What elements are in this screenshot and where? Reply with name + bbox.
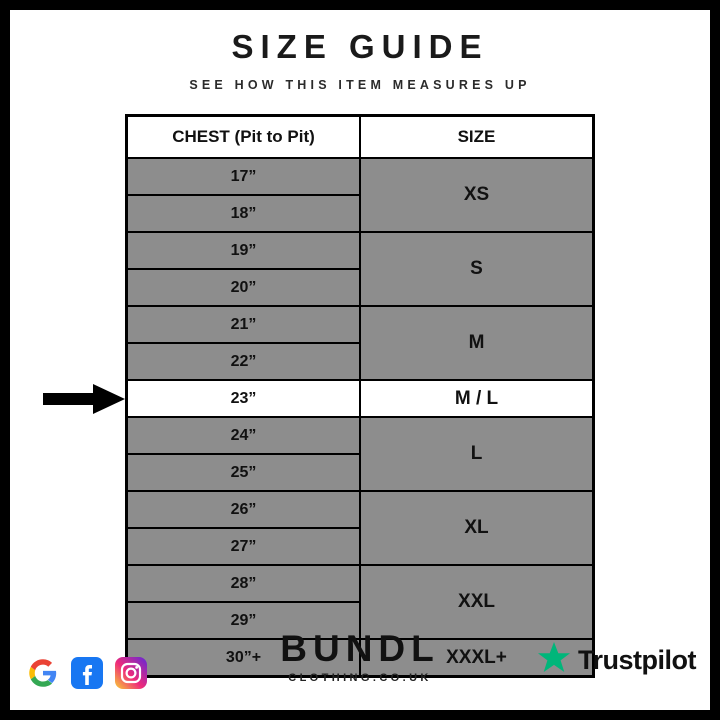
cell-chest: 24” — [127, 417, 361, 454]
cell-chest: 23” — [127, 380, 361, 417]
cell-chest: 17” — [127, 158, 361, 195]
table-row — [127, 417, 594, 454]
brand-name: BUNDL — [280, 628, 440, 669]
cell-size: XL — [360, 491, 594, 565]
table-row — [127, 306, 594, 343]
trustpilot-badge[interactable] — [537, 641, 696, 680]
size-table-head — [127, 116, 594, 159]
table-row — [127, 380, 594, 417]
cell-chest: 20” — [127, 269, 361, 306]
page-title: SIZE GUIDE — [231, 28, 489, 65]
cell-chest: 26” — [127, 491, 361, 528]
cell-size: XS — [360, 158, 594, 232]
cell-size: S — [360, 232, 594, 306]
cell-chest: 27” — [127, 528, 361, 565]
cell-chest: 28” — [127, 565, 361, 602]
table-row — [127, 565, 594, 602]
cell-chest: 29” — [127, 602, 361, 639]
cell-size: M / L — [360, 380, 594, 417]
size-table-wrapper — [10, 114, 710, 678]
cell-chest: 25” — [127, 454, 361, 491]
column-header-chest: CHEST (Pit to Pit) — [127, 116, 361, 159]
cell-chest: 22” — [127, 343, 361, 380]
cell-chest: 21” — [127, 306, 361, 343]
size-table — [125, 114, 595, 678]
size-guide-card — [10, 10, 710, 710]
cell-chest: 30”+ — [127, 639, 361, 677]
cell-size: XXXL+ — [360, 639, 594, 677]
table-row — [127, 232, 594, 269]
cell-chest: 18” — [127, 195, 361, 232]
footer — [10, 628, 710, 696]
brand-website: CLOTHING.CO.UK — [288, 672, 432, 684]
right-arrow-icon — [43, 384, 125, 414]
column-header-size: SIZE — [360, 116, 594, 159]
table-row — [127, 158, 594, 195]
cell-chest: 19” — [127, 232, 361, 269]
trustpilot-star-icon — [537, 641, 571, 680]
trustpilot-label: Trustpilot — [578, 645, 696, 675]
cell-size: L — [360, 417, 594, 491]
cell-size: M — [360, 306, 594, 380]
table-row — [127, 491, 594, 528]
size-table-body — [127, 158, 594, 677]
table-header-row — [127, 116, 594, 159]
page-subtitle: SEE HOW THIS ITEM MEASURES UP — [189, 78, 531, 92]
cell-size: XXL — [360, 565, 594, 639]
